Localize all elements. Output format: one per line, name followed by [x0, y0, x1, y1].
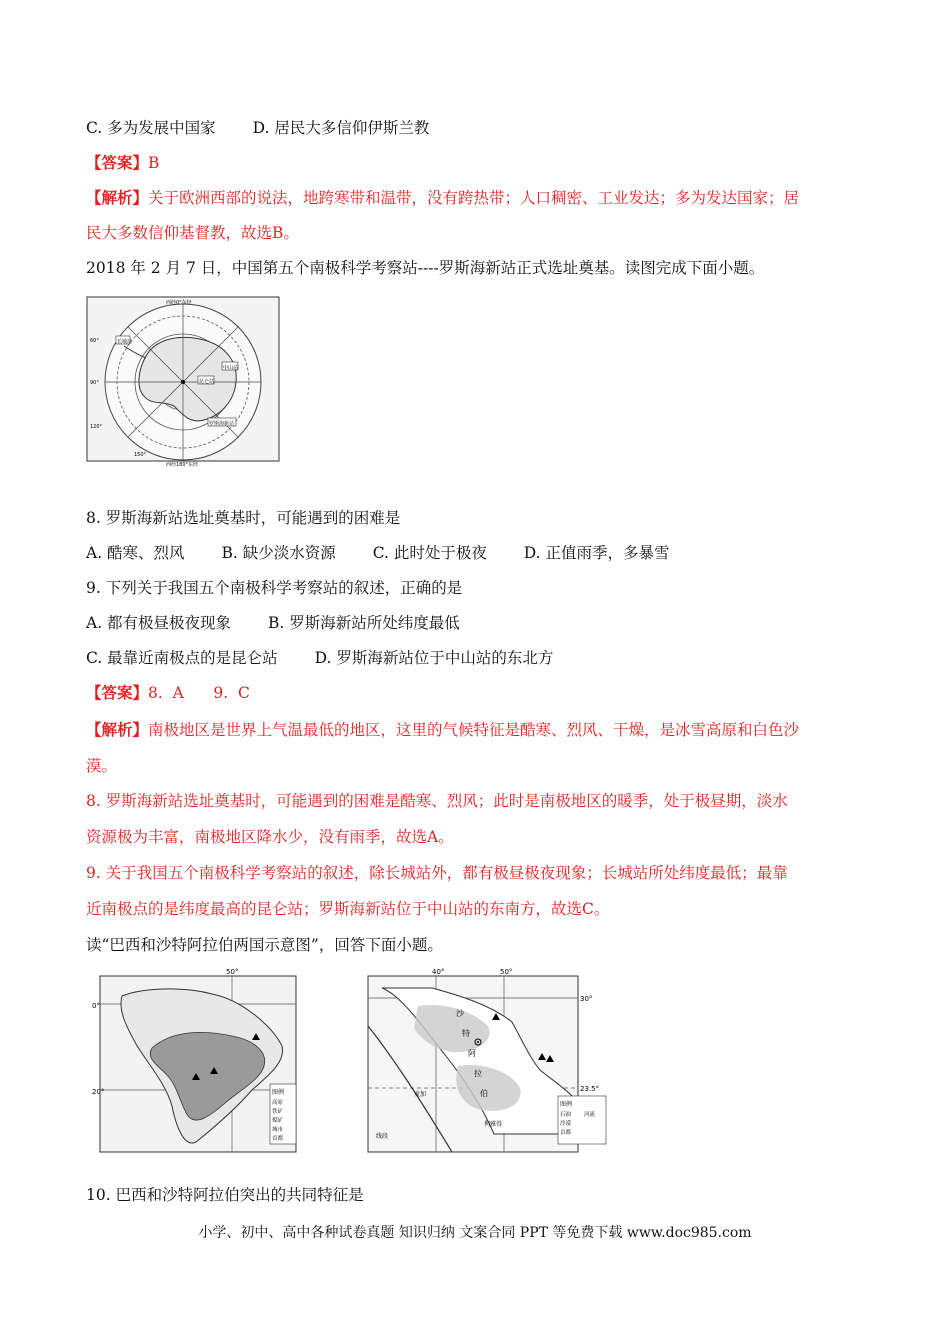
q89-analysis-p9-line1: 9. 关于我国五个南极科学考察站的叙述，除长城站外，都有极昼极夜现象；长城站所处纬度最低；最靠	[86, 864, 788, 882]
antarctic-map	[86, 296, 280, 472]
q10-stem: 10. 巴西和沙特阿拉伯突出的共同特征是	[86, 1186, 364, 1204]
q7-analysis-line2: 民大多数信仰基督教，故选B。	[86, 224, 299, 242]
legend-title: 图例	[272, 1089, 285, 1096]
q9-option-c: C. 最靠近南极点的是昆仑站	[86, 649, 278, 667]
q7-analysis-line1	[86, 187, 866, 209]
q9-option-d: D. 罗斯海新站位于中山站的东北方	[314, 649, 554, 667]
q9-option-a: A. 都有极昼极夜现象	[86, 614, 232, 632]
analysis-tag: 【解析】	[86, 188, 149, 207]
legend-item: 铁矿	[272, 1109, 284, 1115]
q89-analysis-line1	[86, 719, 866, 741]
region-char: 阿	[468, 1049, 476, 1058]
lon-label: 50°	[500, 968, 513, 976]
q8-option-a: A. 酷寒、烈风	[86, 544, 185, 562]
q8-option-d: D. 正值雨季，多暴雪	[523, 544, 670, 562]
region-label: 利雅得	[484, 1121, 503, 1128]
legend-item: 城市	[272, 1127, 284, 1133]
answer-tag: 【答案】	[86, 153, 149, 172]
lon-label: 50°	[226, 968, 239, 976]
lon-label: 120°	[90, 424, 103, 430]
lon-label: 150°	[134, 452, 147, 458]
brazil-saudi-intro: 读“巴西和沙特阿拉伯两国示意图”，回答下面小题。	[86, 936, 443, 954]
lat-label: 20°	[92, 1088, 105, 1096]
answer-tag: 【答案】	[86, 683, 149, 702]
legend-item: 河流	[584, 1112, 596, 1118]
lon-label: 60°	[90, 338, 99, 344]
lat-label: 30°	[580, 995, 593, 1003]
map-bottom-label: 西经180°东经	[166, 462, 199, 468]
q7-options-row	[86, 117, 866, 139]
station-label: 昆仑站	[199, 379, 215, 385]
q89-analysis-line2: 漠。	[86, 757, 118, 775]
analysis-text: 关于欧洲西部的说法，地跨寒带和温带，没有跨热带；人口稠密、工业发达；多为发达国家；居	[148, 189, 800, 207]
station-label: 罗斯海新站	[209, 421, 235, 427]
saudi-map	[362, 966, 610, 1156]
q89-answer	[86, 682, 866, 704]
lat-label: 0°	[92, 1002, 100, 1010]
legend-item: 首都	[272, 1136, 284, 1142]
q8-option-b: B. 缺少淡水资源	[221, 544, 336, 562]
analysis-tag: 【解析】	[86, 720, 149, 739]
region-label: 麦加	[414, 1091, 427, 1098]
lon-label: 40°	[432, 968, 445, 976]
q89-analysis-p9-line2: 近南极点的是纬度最高的昆仑站；罗斯海新站位于中山站的东南方，故选C。	[86, 900, 610, 918]
answer-value: B	[148, 154, 160, 172]
q89-analysis-p8-line2: 资源极为丰富，南极地区降水少，没有雨季，故选A。	[86, 828, 454, 846]
region-char: 伯	[480, 1089, 488, 1098]
region-char: 特	[462, 1029, 470, 1038]
region-char: 沙	[456, 1009, 464, 1018]
region-char: 拉	[474, 1069, 482, 1078]
station-label: 长城站	[117, 339, 133, 345]
q7-option-c: C. 多为发展中国家	[86, 119, 216, 137]
legend-item: 高原	[272, 1100, 284, 1106]
q9-stem: 9. 下列关于我国五个南极科学考察站的叙述，正确的是	[86, 579, 463, 597]
answer-value: 8. A 9. C	[148, 684, 250, 702]
station-label: 中山站	[223, 365, 239, 371]
legend-item: 石油	[560, 1112, 572, 1118]
antarctic-intro: 2018 年 2 月 7 日，中国第五个南极科学考察站----罗斯海新站正式选址奠基。读图完成下面小题。	[86, 259, 765, 277]
legend-item: 首都	[560, 1130, 572, 1136]
q7-option-d: D. 居民大多信仰伊斯兰教	[252, 119, 430, 137]
map-top-label: 西经0°东经	[166, 300, 192, 306]
q9-option-b: B. 罗斯海新站所处纬度最低	[268, 614, 460, 632]
q7-answer	[86, 152, 866, 174]
region-label: 线段	[376, 1133, 389, 1140]
legend-item: 沙漠	[560, 1121, 572, 1127]
q9-options-row-2	[86, 647, 866, 669]
q8-stem: 8. 罗斯海新站选址奠基时，可能遇到的困难是	[86, 509, 401, 527]
q89-analysis-p8-line1: 8. 罗斯海新站选址奠基时，可能遇到的困难是酷寒、烈风；此时是南极地区的暖季，处于极昼期，淡水	[86, 792, 788, 810]
lat-label: 23.5°	[580, 1085, 600, 1093]
q9-options-row-1	[86, 612, 866, 634]
legend-title: 图例	[560, 1101, 573, 1108]
q8-option-c: C. 此时处于极夜	[372, 544, 487, 562]
lon-label: 90°	[90, 380, 99, 386]
q8-options-row	[86, 542, 866, 564]
page-footer: 小学、初中、高中各种试卷真题 知识归纳 文案合同 PPT 等免费下载 www.doc985.com	[198, 1225, 752, 1241]
analysis-text: 南极地区是世界上气温最低的地区，这里的气候特征是酷寒、烈风、干燥，是冰雪高原和白色沙	[148, 721, 800, 739]
brazil-map	[92, 966, 302, 1156]
legend-item: 煤矿	[272, 1118, 284, 1124]
